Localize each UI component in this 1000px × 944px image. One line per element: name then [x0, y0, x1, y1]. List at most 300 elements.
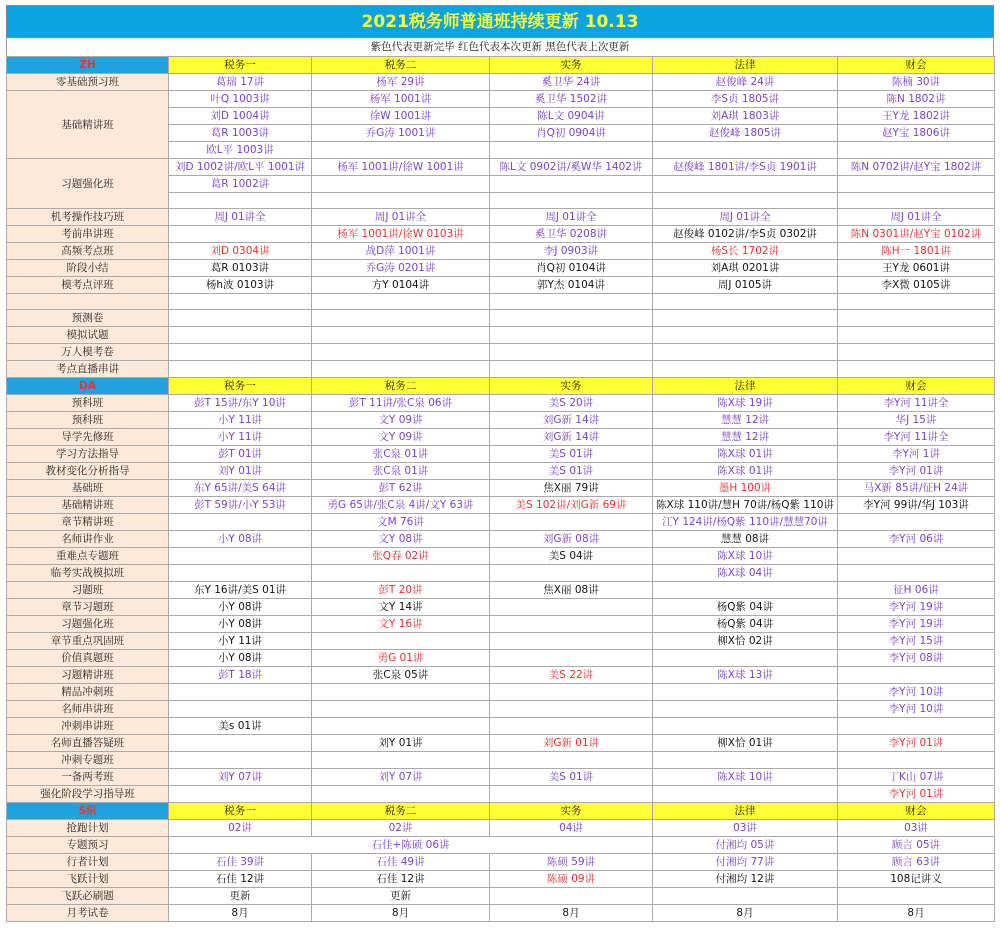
row-label: 基础班 — [7, 480, 169, 497]
course-cell — [838, 361, 995, 378]
course-cell: 东Y 65讲/美S 64讲 — [169, 480, 312, 497]
table-row — [7, 905, 995, 922]
column-header: 实务 — [490, 378, 653, 395]
row-label: 章节重点巩固班 — [7, 633, 169, 650]
course-cell: 李Y河 01讲 — [838, 463, 995, 480]
course-cell: 赵俊峰 1805讲 — [653, 125, 838, 142]
table-row — [7, 582, 995, 599]
course-cell — [312, 344, 490, 361]
course-cell: 付湘均 12讲 — [653, 871, 838, 888]
course-cell: 李Y河 11讲全 — [838, 429, 995, 446]
course-cell — [653, 701, 838, 718]
table-row — [7, 565, 995, 582]
course-cell: 李Y河 10讲 — [838, 701, 995, 718]
course-cell — [490, 718, 653, 735]
course-cell: 刘D 0304讲 — [169, 243, 312, 260]
course-cell — [490, 361, 653, 378]
course-cell: 02讲 — [169, 820, 312, 837]
row-label — [7, 294, 169, 310]
course-cell: 刘A琪 1803讲 — [653, 108, 838, 125]
course-cell: 墨H 100讲 — [653, 480, 838, 497]
row-label: 冲刺专题班 — [7, 752, 169, 769]
course-cell: 焦X丽 79讲 — [490, 480, 653, 497]
column-header: 税务一 — [169, 378, 312, 395]
course-cell — [653, 752, 838, 769]
course-cell — [490, 294, 653, 310]
table-row — [7, 837, 995, 854]
course-cell — [312, 701, 490, 718]
course-cell: 葛R 1002讲 — [169, 176, 312, 193]
course-cell: 刘G新 01讲 — [490, 735, 653, 752]
row-label: 考点直播串讲 — [7, 361, 169, 378]
course-cell — [490, 142, 653, 159]
sheet-title: 2021税务师普通班持续更新 10.13 — [6, 5, 994, 38]
course-cell: 小Y 08讲 — [169, 650, 312, 667]
table-row — [7, 361, 995, 378]
course-cell — [653, 142, 838, 159]
course-cell: 陈X球 01讲 — [653, 446, 838, 463]
course-cell: 刘D 1004讲 — [169, 108, 312, 125]
row-label: 临考实战模拟班 — [7, 565, 169, 582]
course-cell — [312, 752, 490, 769]
course-cell: 小Y 11讲 — [169, 633, 312, 650]
course-cell: 8月 — [490, 905, 653, 922]
course-cell: 郭Y杰 0104讲 — [490, 277, 653, 294]
course-cell — [312, 565, 490, 582]
course-cell: 刘G新 14讲 — [490, 412, 653, 429]
course-cell: 勇G 01讲 — [312, 650, 490, 667]
table-row — [7, 91, 995, 108]
course-cell: 文M 76讲 — [312, 514, 490, 531]
row-label: 阶段小结 — [7, 260, 169, 277]
row-label: 万人模考卷 — [7, 344, 169, 361]
course-cell: 肖Q初 0104讲 — [490, 260, 653, 277]
course-cell — [490, 599, 653, 616]
course-cell: 陈楠 30讲 — [838, 74, 995, 91]
course-cell: 美S 20讲 — [490, 395, 653, 412]
course-cell: 赵俊峰 1801讲/李S贞 1901讲 — [653, 159, 838, 176]
course-cell: 04讲 — [490, 820, 653, 837]
course-cell: 李Y河 1讲 — [838, 446, 995, 463]
course-cell: 李Y河 10讲 — [838, 684, 995, 701]
course-cell: 周J 0105讲 — [653, 277, 838, 294]
course-cell: 03讲 — [653, 820, 838, 837]
course-cell — [169, 327, 312, 344]
row-label: 名师直播答疑班 — [7, 735, 169, 752]
course-cell: 征H 06讲 — [838, 582, 995, 599]
row-label: 考前串讲班 — [7, 226, 169, 243]
course-cell: 小Y 08讲 — [169, 616, 312, 633]
course-cell — [838, 718, 995, 735]
course-cell — [838, 667, 995, 684]
table-row — [7, 548, 995, 565]
table-row — [7, 209, 995, 226]
course-cell: 8月 — [653, 905, 838, 922]
course-cell: 陈N 1802讲 — [838, 91, 995, 108]
course-cell: 杨Q紫 04讲 — [653, 616, 838, 633]
course-cell: 葛瑞 17讲 — [169, 74, 312, 91]
table-row — [7, 159, 995, 176]
course-cell: 陈X球 04讲 — [653, 565, 838, 582]
course-cell: 李Y河 11讲全 — [838, 395, 995, 412]
row-label: 高频考点班 — [7, 243, 169, 260]
course-cell: 刘Y 01讲 — [312, 735, 490, 752]
column-header: 财会 — [838, 803, 995, 820]
course-cell: 8月 — [838, 905, 995, 922]
row-label: 抢跑计划 — [7, 820, 169, 837]
row-label: 习题强化班 — [7, 159, 169, 209]
course-cell: 彭T 18讲 — [169, 667, 312, 684]
course-cell: 李Y河 01讲 — [838, 786, 995, 803]
course-cell: 03讲 — [838, 820, 995, 837]
course-cell — [490, 786, 653, 803]
row-label: 习题强化班 — [7, 616, 169, 633]
table-row — [7, 531, 995, 548]
course-cell: 奚卫华 0208讲 — [490, 226, 653, 243]
course-cell — [653, 684, 838, 701]
course-cell: 刘G新 08讲 — [490, 531, 653, 548]
row-label: 预测卷 — [7, 310, 169, 327]
course-cell: 陈N 0301讲/赵Y宝 0102讲 — [838, 226, 995, 243]
course-cell: 乔G涛 1001讲 — [312, 125, 490, 142]
course-cell — [490, 310, 653, 327]
course-cell: 陈L文 0904讲 — [490, 108, 653, 125]
course-cell: 杨h波 0103讲 — [169, 277, 312, 294]
course-cell: 刘Y 01讲 — [169, 463, 312, 480]
section-name: DA — [7, 378, 169, 395]
course-cell: 美S 102讲/刘G新 69讲 — [490, 497, 653, 514]
row-label: 零基础预习班 — [7, 74, 169, 91]
course-cell — [838, 310, 995, 327]
course-cell — [653, 786, 838, 803]
table-row — [7, 820, 995, 837]
row-label: 月考试卷 — [7, 905, 169, 922]
course-cell — [490, 616, 653, 633]
section-name: S织 — [7, 803, 169, 820]
row-label: 名师讲作业 — [7, 531, 169, 548]
course-cell: 石佳 49讲 — [312, 854, 490, 871]
table-row — [7, 463, 995, 480]
table-row — [7, 786, 995, 803]
row-label: 名师串讲班 — [7, 701, 169, 718]
column-header: 法律 — [653, 378, 838, 395]
course-cell — [490, 327, 653, 344]
course-cell — [169, 735, 312, 752]
course-cell: 柳X恰 02讲 — [653, 633, 838, 650]
course-cell: 陈硕 59讲 — [490, 854, 653, 871]
course-cell: 葛R 0103讲 — [169, 260, 312, 277]
course-cell: 顾言 63讲 — [838, 854, 995, 871]
course-cell — [653, 888, 838, 905]
schedule-sheet — [6, 5, 994, 922]
column-header: 税务一 — [169, 57, 312, 74]
course-cell — [169, 226, 312, 243]
course-cell: 李S贞 1805讲 — [653, 91, 838, 108]
course-cell: 乔G涛 0201讲 — [312, 260, 490, 277]
course-cell — [169, 565, 312, 582]
column-header: 财会 — [838, 57, 995, 74]
table-row — [7, 684, 995, 701]
course-cell — [838, 752, 995, 769]
course-cell: 周J 01讲全 — [490, 209, 653, 226]
section-header-row — [7, 57, 995, 74]
course-cell: 小Y 11讲 — [169, 429, 312, 446]
course-cell: 徐W 1001讲 — [312, 108, 490, 125]
course-cell: 彭T 11讲/张C泉 06讲 — [312, 395, 490, 412]
row-label: 教材变化分析指导 — [7, 463, 169, 480]
column-header: 法律 — [653, 57, 838, 74]
course-cell: 李X微 0105讲 — [838, 277, 995, 294]
course-cell: 石佳 12讲 — [312, 871, 490, 888]
course-cell: 美S 01讲 — [490, 463, 653, 480]
course-cell — [838, 142, 995, 159]
course-cell: 李Y河 06讲 — [838, 531, 995, 548]
course-cell: 文Y 09讲 — [312, 429, 490, 446]
course-cell: 彭T 62讲 — [312, 480, 490, 497]
course-cell: 陈N 0702讲/赵Y宝 1802讲 — [838, 159, 995, 176]
row-label: 精品冲刺班 — [7, 684, 169, 701]
row-label: 行者计划 — [7, 854, 169, 871]
course-cell — [312, 327, 490, 344]
course-cell — [653, 582, 838, 599]
row-label: 基础精讲班 — [7, 497, 169, 514]
course-cell: 杨Q紫 04讲 — [653, 599, 838, 616]
course-cell: 肖Q初 0904讲 — [490, 125, 653, 142]
course-cell — [653, 310, 838, 327]
table-row — [7, 701, 995, 718]
course-cell — [838, 193, 995, 209]
course-cell — [653, 650, 838, 667]
course-cell: 赵俊峰 24讲 — [653, 74, 838, 91]
table-row — [7, 497, 995, 514]
course-cell — [312, 193, 490, 209]
table-row — [7, 429, 995, 446]
course-cell: 赵俊峰 0102讲/李S贞 0302讲 — [653, 226, 838, 243]
course-cell — [838, 294, 995, 310]
table-row — [7, 294, 995, 310]
course-cell — [169, 361, 312, 378]
course-cell: 张C泉 01讲 — [312, 463, 490, 480]
course-cell: 李Y河 19讲 — [838, 616, 995, 633]
course-cell: 陈H一 1801讲 — [838, 243, 995, 260]
schedule-table — [6, 56, 995, 922]
course-cell: 顾言 05讲 — [838, 837, 995, 854]
course-cell: 文Y 16讲 — [312, 616, 490, 633]
course-cell — [653, 176, 838, 193]
course-cell: 王Y龙 0601讲 — [838, 260, 995, 277]
course-cell: 李Y河 01讲 — [838, 735, 995, 752]
table-row — [7, 327, 995, 344]
column-header: 税务二 — [312, 378, 490, 395]
course-cell: 陈X球 110讲/慧H 70讲/杨Q紫 110讲 — [653, 497, 838, 514]
table-row — [7, 277, 995, 294]
course-cell: 欧L平 1003讲 — [169, 142, 312, 159]
course-cell: 周J 01讲全 — [838, 209, 995, 226]
course-cell: 东Y 16讲/美S 01讲 — [169, 582, 312, 599]
course-cell: 文Y 09讲 — [312, 412, 490, 429]
course-cell: 周J 01讲全 — [653, 209, 838, 226]
course-cell — [169, 701, 312, 718]
course-cell: 奚卫华 24讲 — [490, 74, 653, 91]
column-header: 法律 — [653, 803, 838, 820]
course-cell: 更新 — [169, 888, 312, 905]
course-cell: 勇G 65讲/张C泉 4讲/文Y 63讲 — [312, 497, 490, 514]
course-cell: 李Y河 19讲 — [838, 599, 995, 616]
course-cell: 杨S长 1702讲 — [653, 243, 838, 260]
course-cell: 战D萍 1001讲 — [312, 243, 490, 260]
course-cell — [169, 548, 312, 565]
course-cell: 张C泉 01讲 — [312, 446, 490, 463]
course-cell — [838, 888, 995, 905]
column-header: 财会 — [838, 378, 995, 395]
course-cell: 彭T 59讲/小Y 53讲 — [169, 497, 312, 514]
row-label: 章节精讲班 — [7, 514, 169, 531]
row-label: 学习方法指导 — [7, 446, 169, 463]
course-cell: 文Y 14讲 — [312, 599, 490, 616]
course-cell — [490, 344, 653, 361]
course-cell — [169, 310, 312, 327]
course-cell: 小Y 08讲 — [169, 531, 312, 548]
course-cell — [653, 361, 838, 378]
table-row — [7, 243, 995, 260]
course-cell — [312, 684, 490, 701]
course-cell: 丁K山 07讲 — [838, 769, 995, 786]
course-cell: 美s 01讲 — [169, 718, 312, 735]
course-cell: 美S 01讲 — [490, 446, 653, 463]
row-label: 一备两考班 — [7, 769, 169, 786]
course-cell: 刘A琪 0201讲 — [653, 260, 838, 277]
course-cell: 杨军 1001讲/徐W 1001讲 — [312, 159, 490, 176]
course-cell: 彭T 01讲 — [169, 446, 312, 463]
course-cell — [169, 514, 312, 531]
row-label: 冲刺串讲班 — [7, 718, 169, 735]
course-cell: 陈X球 13讲 — [653, 667, 838, 684]
course-cell: 陈X球 19讲 — [653, 395, 838, 412]
row-label: 预科班 — [7, 395, 169, 412]
course-cell — [490, 888, 653, 905]
course-cell — [490, 650, 653, 667]
column-header: 税务一 — [169, 803, 312, 820]
table-row — [7, 480, 995, 497]
course-cell: 李Y河 15讲 — [838, 633, 995, 650]
table-row — [7, 412, 995, 429]
course-cell: 付湘均 05讲 — [653, 837, 838, 854]
course-cell — [838, 565, 995, 582]
row-label: 习题精讲班 — [7, 667, 169, 684]
course-cell — [838, 344, 995, 361]
table-row — [7, 718, 995, 735]
course-cell: 8月 — [169, 905, 312, 922]
course-cell: 慧慧 12讲 — [653, 429, 838, 446]
course-cell: 柳X恰 01讲 — [653, 735, 838, 752]
row-label: 专题预习 — [7, 837, 169, 854]
row-label: 导学先修班 — [7, 429, 169, 446]
course-cell — [490, 514, 653, 531]
table-row — [7, 226, 995, 243]
course-cell — [653, 327, 838, 344]
course-cell — [838, 548, 995, 565]
course-cell: 02讲 — [312, 820, 490, 837]
course-cell: 李J 0903讲 — [490, 243, 653, 260]
course-cell: 马X新 85讲/征H 24讲 — [838, 480, 995, 497]
section-name: ZH — [7, 57, 169, 74]
row-label: 模拟试题 — [7, 327, 169, 344]
table-row — [7, 344, 995, 361]
course-cell — [312, 294, 490, 310]
course-cell: 更新 — [312, 888, 490, 905]
course-cell — [312, 786, 490, 803]
table-row — [7, 871, 995, 888]
course-cell — [653, 193, 838, 209]
color-legend: 紫色代表更新完毕 红色代表本次更新 黑色代表上次更新 — [6, 38, 994, 56]
row-label: 价值真题班 — [7, 650, 169, 667]
course-cell: 李Y河 08讲 — [838, 650, 995, 667]
column-header: 税务二 — [312, 57, 490, 74]
course-cell: 华J 15讲 — [838, 412, 995, 429]
course-cell: 王Y龙 1802讲 — [838, 108, 995, 125]
course-cell: 彭T 20讲 — [312, 582, 490, 599]
table-row — [7, 616, 995, 633]
course-cell: 108记讲义 — [838, 871, 995, 888]
course-cell — [312, 310, 490, 327]
course-cell — [169, 294, 312, 310]
table-row — [7, 310, 995, 327]
course-cell — [653, 344, 838, 361]
course-cell — [312, 718, 490, 735]
table-row — [7, 446, 995, 463]
course-cell: 陈L文 0902讲/奚W华 1402讲 — [490, 159, 653, 176]
course-cell — [490, 565, 653, 582]
course-cell — [838, 176, 995, 193]
table-row — [7, 74, 995, 91]
course-cell: 张C泉 05讲 — [312, 667, 490, 684]
course-cell: 焦X丽 08讲 — [490, 582, 653, 599]
table-row — [7, 633, 995, 650]
course-cell: 8月 — [312, 905, 490, 922]
course-cell — [312, 176, 490, 193]
row-label: 习题班 — [7, 582, 169, 599]
section-header-row — [7, 378, 995, 395]
course-cell — [169, 752, 312, 769]
course-cell: 李Y河 99讲/华J 103讲 — [838, 497, 995, 514]
course-cell: 慧慧 08讲 — [653, 531, 838, 548]
merged-cell: 石佳+陈硕 06讲 — [169, 837, 653, 854]
course-cell — [653, 718, 838, 735]
course-cell: 慧慧 12讲 — [653, 412, 838, 429]
course-cell: 陈X球 10讲 — [653, 769, 838, 786]
course-cell — [490, 701, 653, 718]
course-cell: 文Y 08讲 — [312, 531, 490, 548]
course-cell: 陈硕 09讲 — [490, 871, 653, 888]
course-cell — [490, 193, 653, 209]
row-label: 章节习题班 — [7, 599, 169, 616]
table-row — [7, 854, 995, 871]
course-cell — [490, 752, 653, 769]
course-cell: 彭T 15讲/东Y 10讲 — [169, 395, 312, 412]
course-cell: 奚卫华 1502讲 — [490, 91, 653, 108]
table-row — [7, 260, 995, 277]
course-cell: 周J 01讲全 — [169, 209, 312, 226]
course-cell — [312, 633, 490, 650]
row-label: 基础精讲班 — [7, 91, 169, 159]
column-header: 实务 — [490, 57, 653, 74]
course-cell: 石佳 12讲 — [169, 871, 312, 888]
course-cell — [838, 327, 995, 344]
row-label: 飞跃计划 — [7, 871, 169, 888]
table-row — [7, 599, 995, 616]
course-cell: 美S 22讲 — [490, 667, 653, 684]
row-label: 强化阶段学习指导班 — [7, 786, 169, 803]
